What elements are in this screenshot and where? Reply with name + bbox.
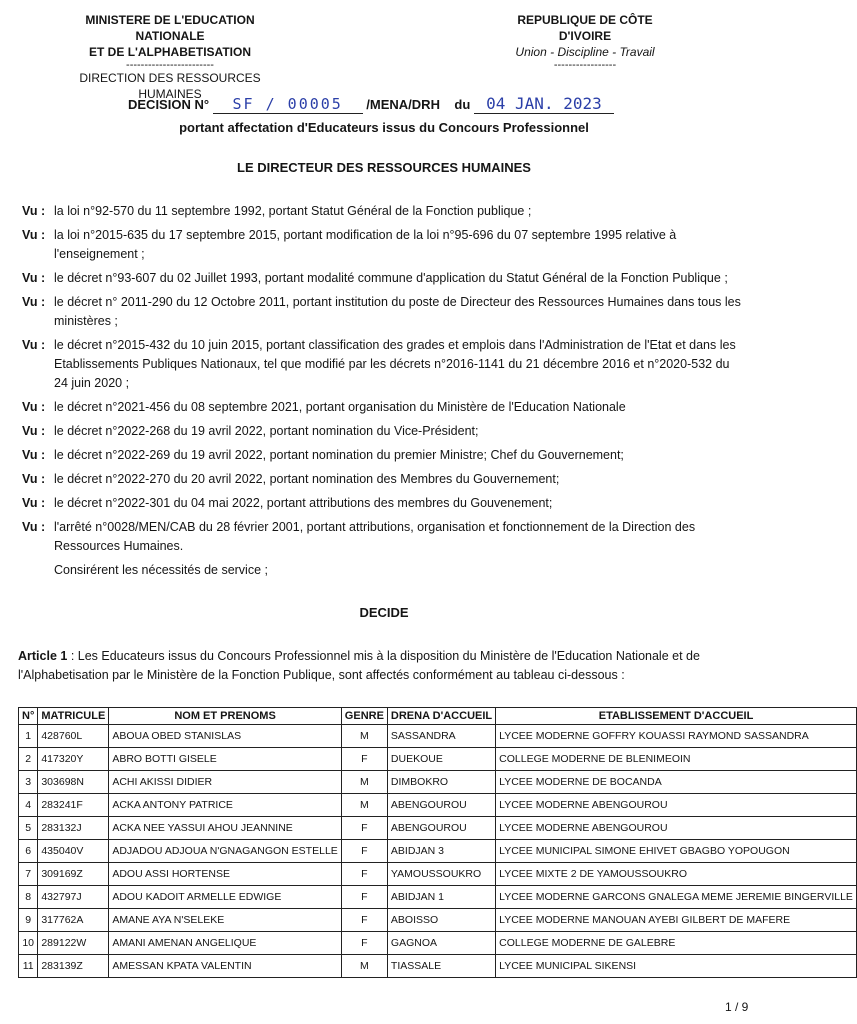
row-drena: ABENGOUROU [387, 817, 495, 840]
vu-item [22, 269, 742, 288]
row-school: LYCEE MODERNE ABENGOUROU [496, 817, 857, 840]
vu-item [22, 470, 742, 489]
row-drena: GAGNOA [387, 932, 495, 955]
republic-divider: ----------------- [553, 59, 617, 71]
row-name: ABRO BOTTI GISELE [109, 748, 341, 771]
row-matricule: 289122W [38, 932, 109, 955]
row-name: ADOU ASSI HORTENSE [109, 863, 341, 886]
row-school: LYCEE MODERNE GOFFRY KOUASSI RAYMOND SASSANDRA [496, 725, 857, 748]
vu-text: le décret n°93-607 du 02 Juillet 1993, portant modalité commune d'application du Statut Général de la Fonction Publique ; [54, 271, 728, 285]
vu-label: Vu : [22, 496, 46, 510]
col-header-gender: GENRE [341, 708, 387, 725]
row-name: AMANI AMENAN ANGELIQUE [109, 932, 341, 955]
row-matricule: 317762A [38, 909, 109, 932]
row-matricule: 303698N [38, 771, 109, 794]
row-no: 10 [19, 932, 38, 955]
row-no: 6 [19, 840, 38, 863]
row-gender: F [341, 886, 387, 909]
row-school: LYCEE MODERNE DE BOCANDA [496, 771, 857, 794]
country-name: REPUBLIQUE DE CÔTE D'IVOIRE [517, 13, 653, 43]
decision-number: SF / 00005 [213, 95, 363, 114]
table-row [19, 771, 857, 794]
table-row [19, 909, 857, 932]
header-divider: ------------------------ [126, 59, 214, 71]
ministry-header [50, 12, 290, 102]
row-drena: DUEKOUE [387, 748, 495, 771]
decision-du: du [454, 97, 471, 112]
row-school: COLLEGE MODERNE DE GALEBRE [496, 932, 857, 955]
vu-text: le décret n° 2011-290 du 12 Octobre 2011, portant institution du poste de Directeur des Ressources Humaines dans tous les ministères ; [54, 295, 741, 328]
vu-item [22, 226, 742, 264]
row-drena: ABENGOUROU [387, 794, 495, 817]
row-no: 11 [19, 955, 38, 978]
row-no: 2 [19, 748, 38, 771]
vu-item [22, 422, 742, 441]
row-name: ADJADOU ADJOUA N'GNAGANGON ESTELLE [109, 840, 341, 863]
row-no: 4 [19, 794, 38, 817]
row-no: 5 [19, 817, 38, 840]
row-gender: F [341, 748, 387, 771]
article-text: : Les Educateurs issus du Concours Professionnel mis à la disposition du Ministère de l'Education Nationale et de l'Alphabetisation par le Ministère de la Fonction Publique, sont affectés conformément au tableau ci-dessous : [18, 649, 700, 682]
row-gender: M [341, 794, 387, 817]
vu-item [22, 293, 742, 331]
row-no: 9 [19, 909, 38, 932]
row-school: LYCEE MIXTE 2 DE YAMOUSSOUKRO [496, 863, 857, 886]
row-drena: ABIDJAN 3 [387, 840, 495, 863]
national-motto: Union - Discipline - Travail [515, 45, 655, 59]
article-1 [18, 647, 738, 685]
row-gender: M [341, 771, 387, 794]
vu-item [22, 398, 742, 417]
direction-name: DIRECTION DES RESSOURCES HUMAINES [79, 71, 261, 101]
vu-item [22, 202, 742, 221]
table-row [19, 932, 857, 955]
col-header-matricule: MATRICULE [38, 708, 109, 725]
row-gender: F [341, 909, 387, 932]
row-drena: DIMBOKRO [387, 771, 495, 794]
row-gender: F [341, 863, 387, 886]
row-school: LYCEE MODERNE GARCONS GNALEGA MEME JEREMIE BINGERVILLE [496, 886, 857, 909]
row-matricule: 417320Y [38, 748, 109, 771]
vu-label: Vu : [22, 204, 46, 218]
page-heading: LE DIRECTEUR DES RESSOURCES HUMAINES [237, 160, 531, 175]
vu-text: le décret n°2022-301 du 04 mai 2022, portant attributions des membres du Gouvenement; [54, 496, 553, 510]
vu-text: la loi n°92-570 du 11 septembre 1992, portant Statut Général de la Fonction publique ; [54, 204, 532, 218]
row-school: LYCEE MUNICIPAL SIKENSI [496, 955, 857, 978]
vu-label: Vu : [22, 400, 46, 414]
table-row [19, 840, 857, 863]
row-name: AMESSAN KPATA VALENTIN [109, 955, 341, 978]
row-school: LYCEE MUNICIPAL SIMONE EHIVET GBAGBO YOPOUGON [496, 840, 857, 863]
row-drena: TIASSALE [387, 955, 495, 978]
row-matricule: 309169Z [38, 863, 109, 886]
row-gender: M [341, 955, 387, 978]
article-label: Article 1 [18, 649, 68, 663]
table-row [19, 748, 857, 771]
table-row [19, 725, 857, 748]
col-header-drena: DRENA D'ACCUEIL [387, 708, 495, 725]
vu-item [22, 494, 742, 513]
row-drena: ABIDJAN 1 [387, 886, 495, 909]
decision-date: 04 JAN. 2023 [474, 94, 614, 114]
vu-label: Vu : [22, 424, 46, 438]
table-header-row [19, 708, 857, 725]
table-row [19, 817, 857, 840]
assignment-table [18, 707, 857, 978]
vu-label: Vu : [22, 228, 46, 242]
table-body [19, 725, 857, 978]
decision-line [128, 94, 614, 114]
vu-label: Vu : [22, 295, 46, 309]
consider-line: Consirérent les nécessités de service ; [54, 563, 268, 577]
row-name: AMANE AYA N'SELEKE [109, 909, 341, 932]
row-name: ACHI AKISSI DIDIER [109, 771, 341, 794]
ministry-line2: ET DE L'ALPHABETISATION [89, 45, 251, 59]
table-row [19, 955, 857, 978]
vu-text: le décret n°2022-270 du 20 avril 2022, portant nomination des Membres du Gouvernement; [54, 472, 560, 486]
row-no: 7 [19, 863, 38, 886]
row-no: 1 [19, 725, 38, 748]
row-drena: YAMOUSSOUKRO [387, 863, 495, 886]
row-matricule: 283132J [38, 817, 109, 840]
vu-text: le décret n°2022-269 du 19 avril 2022, portant nomination du premier Ministre; Chef du Gouvernement; [54, 448, 624, 462]
vu-text: le décret n°2022-268 du 19 avril 2022, portant nomination du Vice-Président; [54, 424, 479, 438]
decide-heading: DECIDE [359, 605, 409, 620]
row-gender: F [341, 817, 387, 840]
vu-text: l'arrêté n°0028/MEN/CAB du 28 février 2001, portant attributions, organisation et fonctionnement de la Direction des Ressources Humaines. [54, 520, 696, 553]
decision-label: DECISION N° [128, 97, 210, 112]
row-matricule: 283139Z [38, 955, 109, 978]
row-no: 3 [19, 771, 38, 794]
row-school: LYCEE MODERNE ABENGOUROU [496, 794, 857, 817]
table-row [19, 794, 857, 817]
vu-label: Vu : [22, 448, 46, 462]
vu-item [22, 336, 742, 393]
decision-suffix: /MENA/DRH [366, 97, 440, 112]
vu-item [22, 446, 742, 465]
row-school: COLLEGE MODERNE DE BLENIMEOIN [496, 748, 857, 771]
vu-item [22, 518, 742, 556]
table-row [19, 863, 857, 886]
vu-label: Vu : [22, 338, 46, 352]
vu-label: Vu : [22, 271, 46, 285]
row-matricule: 428760L [38, 725, 109, 748]
republic-header [495, 12, 675, 70]
row-name: ADOU KADOIT ARMELLE EDWIGE [109, 886, 341, 909]
row-drena: SASSANDRA [387, 725, 495, 748]
row-name: ACKA ANTONY PATRICE [109, 794, 341, 817]
table-row [19, 886, 857, 909]
ministry-line1: MINISTERE DE L'EDUCATION NATIONALE [85, 13, 255, 43]
page-number: 1 / 9 [725, 1000, 749, 1014]
vu-list [22, 202, 742, 580]
vu-text: la loi n°2015-635 du 17 septembre 2015, portant modification de la loi n°95-696 du 07 septembre 1995 relative à l'enseignement ; [54, 228, 677, 261]
row-matricule: 435040V [38, 840, 109, 863]
col-header-name: NOM ET PRENOMS [109, 708, 341, 725]
row-name: ACKA NEE YASSUI AHOU JEANNINE [109, 817, 341, 840]
row-gender: F [341, 932, 387, 955]
vu-text: le décret n°2021-456 du 08 septembre 2021, portant organisation du Ministère de l'Education Nationale [54, 400, 626, 414]
row-gender: F [341, 840, 387, 863]
col-header-no: N° [19, 708, 38, 725]
row-matricule: 283241F [38, 794, 109, 817]
vu-text: le décret n°2015-432 du 10 juin 2015, portant classification des grades et emplois dans l'Administration de l'Etat et dans les Etablissements Publiques Nationaux, tel que modifié par les décrets n°2016-1141 du 21 décembre 2016 et n°2020-532 du 24 juin 2020 ; [54, 338, 736, 390]
vu-label: Vu : [22, 520, 46, 534]
decision-subtitle: portant affectation d'Educateurs issus du Concours Professionnel [179, 120, 589, 135]
vu-label: Vu : [22, 472, 46, 486]
row-no: 8 [19, 886, 38, 909]
row-name: ABOUA OBED STANISLAS [109, 725, 341, 748]
row-school: LYCEE MODERNE MANOUAN AYEBI GILBERT DE MAFERE [496, 909, 857, 932]
row-drena: ABOISSO [387, 909, 495, 932]
col-header-school: ETABLISSEMENT D'ACCUEIL [496, 708, 857, 725]
row-gender: M [341, 725, 387, 748]
row-matricule: 432797J [38, 886, 109, 909]
